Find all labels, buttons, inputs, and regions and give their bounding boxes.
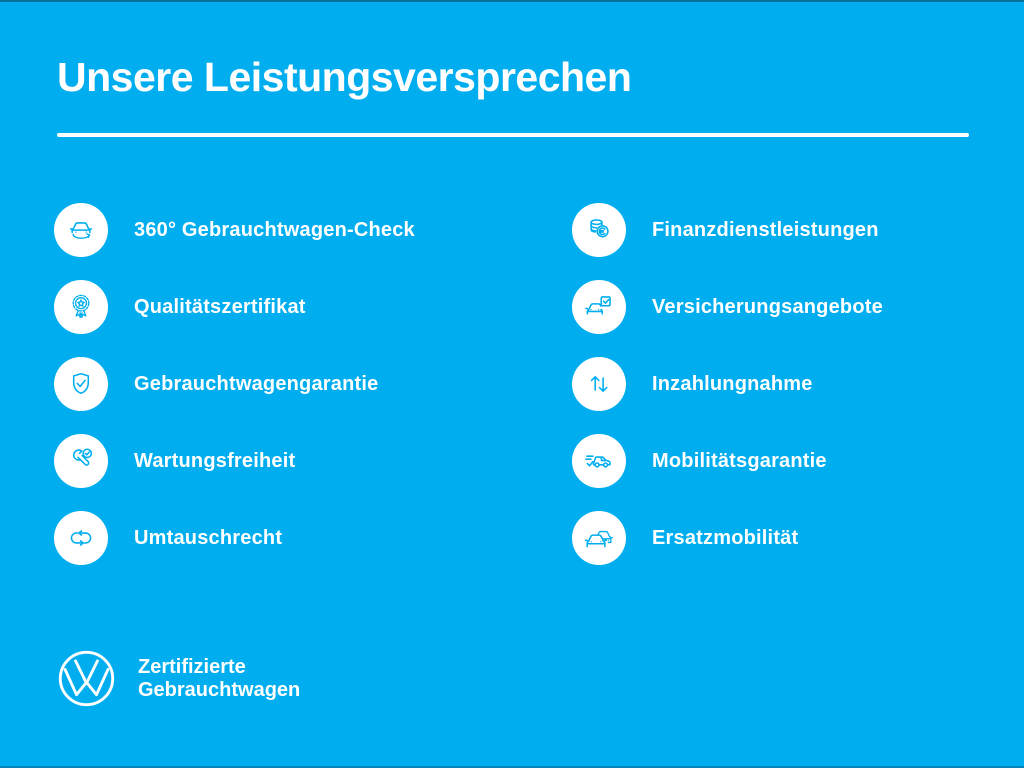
- service-item: [572, 511, 992, 565]
- vw-logo: [56, 648, 117, 709]
- service-item-label: Inzahlungnahme: [652, 372, 813, 395]
- service-item: [54, 434, 524, 488]
- title-divider: [57, 133, 969, 137]
- service-item: [54, 511, 524, 565]
- service-item-label: Mobilitätsgarantie: [652, 449, 827, 472]
- arrows-up-down-icon: [572, 357, 626, 411]
- service-item: [54, 357, 524, 411]
- shield-check-icon: [54, 357, 108, 411]
- service-item-label: Finanzdienstleistungen: [652, 218, 879, 241]
- award-badge-icon: [54, 280, 108, 334]
- service-item: [54, 280, 524, 334]
- swap-arrows-icon: [54, 511, 108, 565]
- service-item-label: Qualitätszertifikat: [134, 295, 306, 318]
- two-cars-icon: [572, 511, 626, 565]
- top-edge-line: [0, 0, 1024, 2]
- car-checklist-icon: [572, 280, 626, 334]
- service-item-label: 360° Gebrauchtwagen-Check: [134, 218, 415, 241]
- car-360-icon: [54, 203, 108, 257]
- footer-brand-line2: Gebrauchtwagen: [138, 678, 301, 701]
- service-item-label: Versicherungsangebote: [652, 295, 883, 318]
- service-item: [572, 357, 992, 411]
- footer-brand-label: [138, 656, 300, 702]
- service-item-label: Gebrauchtwagengarantie: [134, 372, 379, 395]
- services-right-column: [572, 203, 992, 565]
- car-fast-icon: [572, 434, 626, 488]
- service-item-label: Umtauschrecht: [134, 526, 283, 549]
- service-item: [572, 280, 992, 334]
- page-title: Unsere Leistungsversprechen: [57, 54, 632, 100]
- service-item: [54, 203, 524, 257]
- services-left-column: [54, 203, 524, 565]
- service-item: [572, 203, 992, 257]
- coins-euro-icon: [572, 203, 626, 257]
- footer-brand: [56, 648, 300, 709]
- service-item-label: Wartungsfreiheit: [134, 449, 296, 472]
- footer-brand-line1: Zertifizierte: [138, 655, 246, 678]
- service-item: [572, 434, 992, 488]
- wrench-check-icon: [54, 434, 108, 488]
- service-item-label: Ersatzmobilität: [652, 526, 799, 549]
